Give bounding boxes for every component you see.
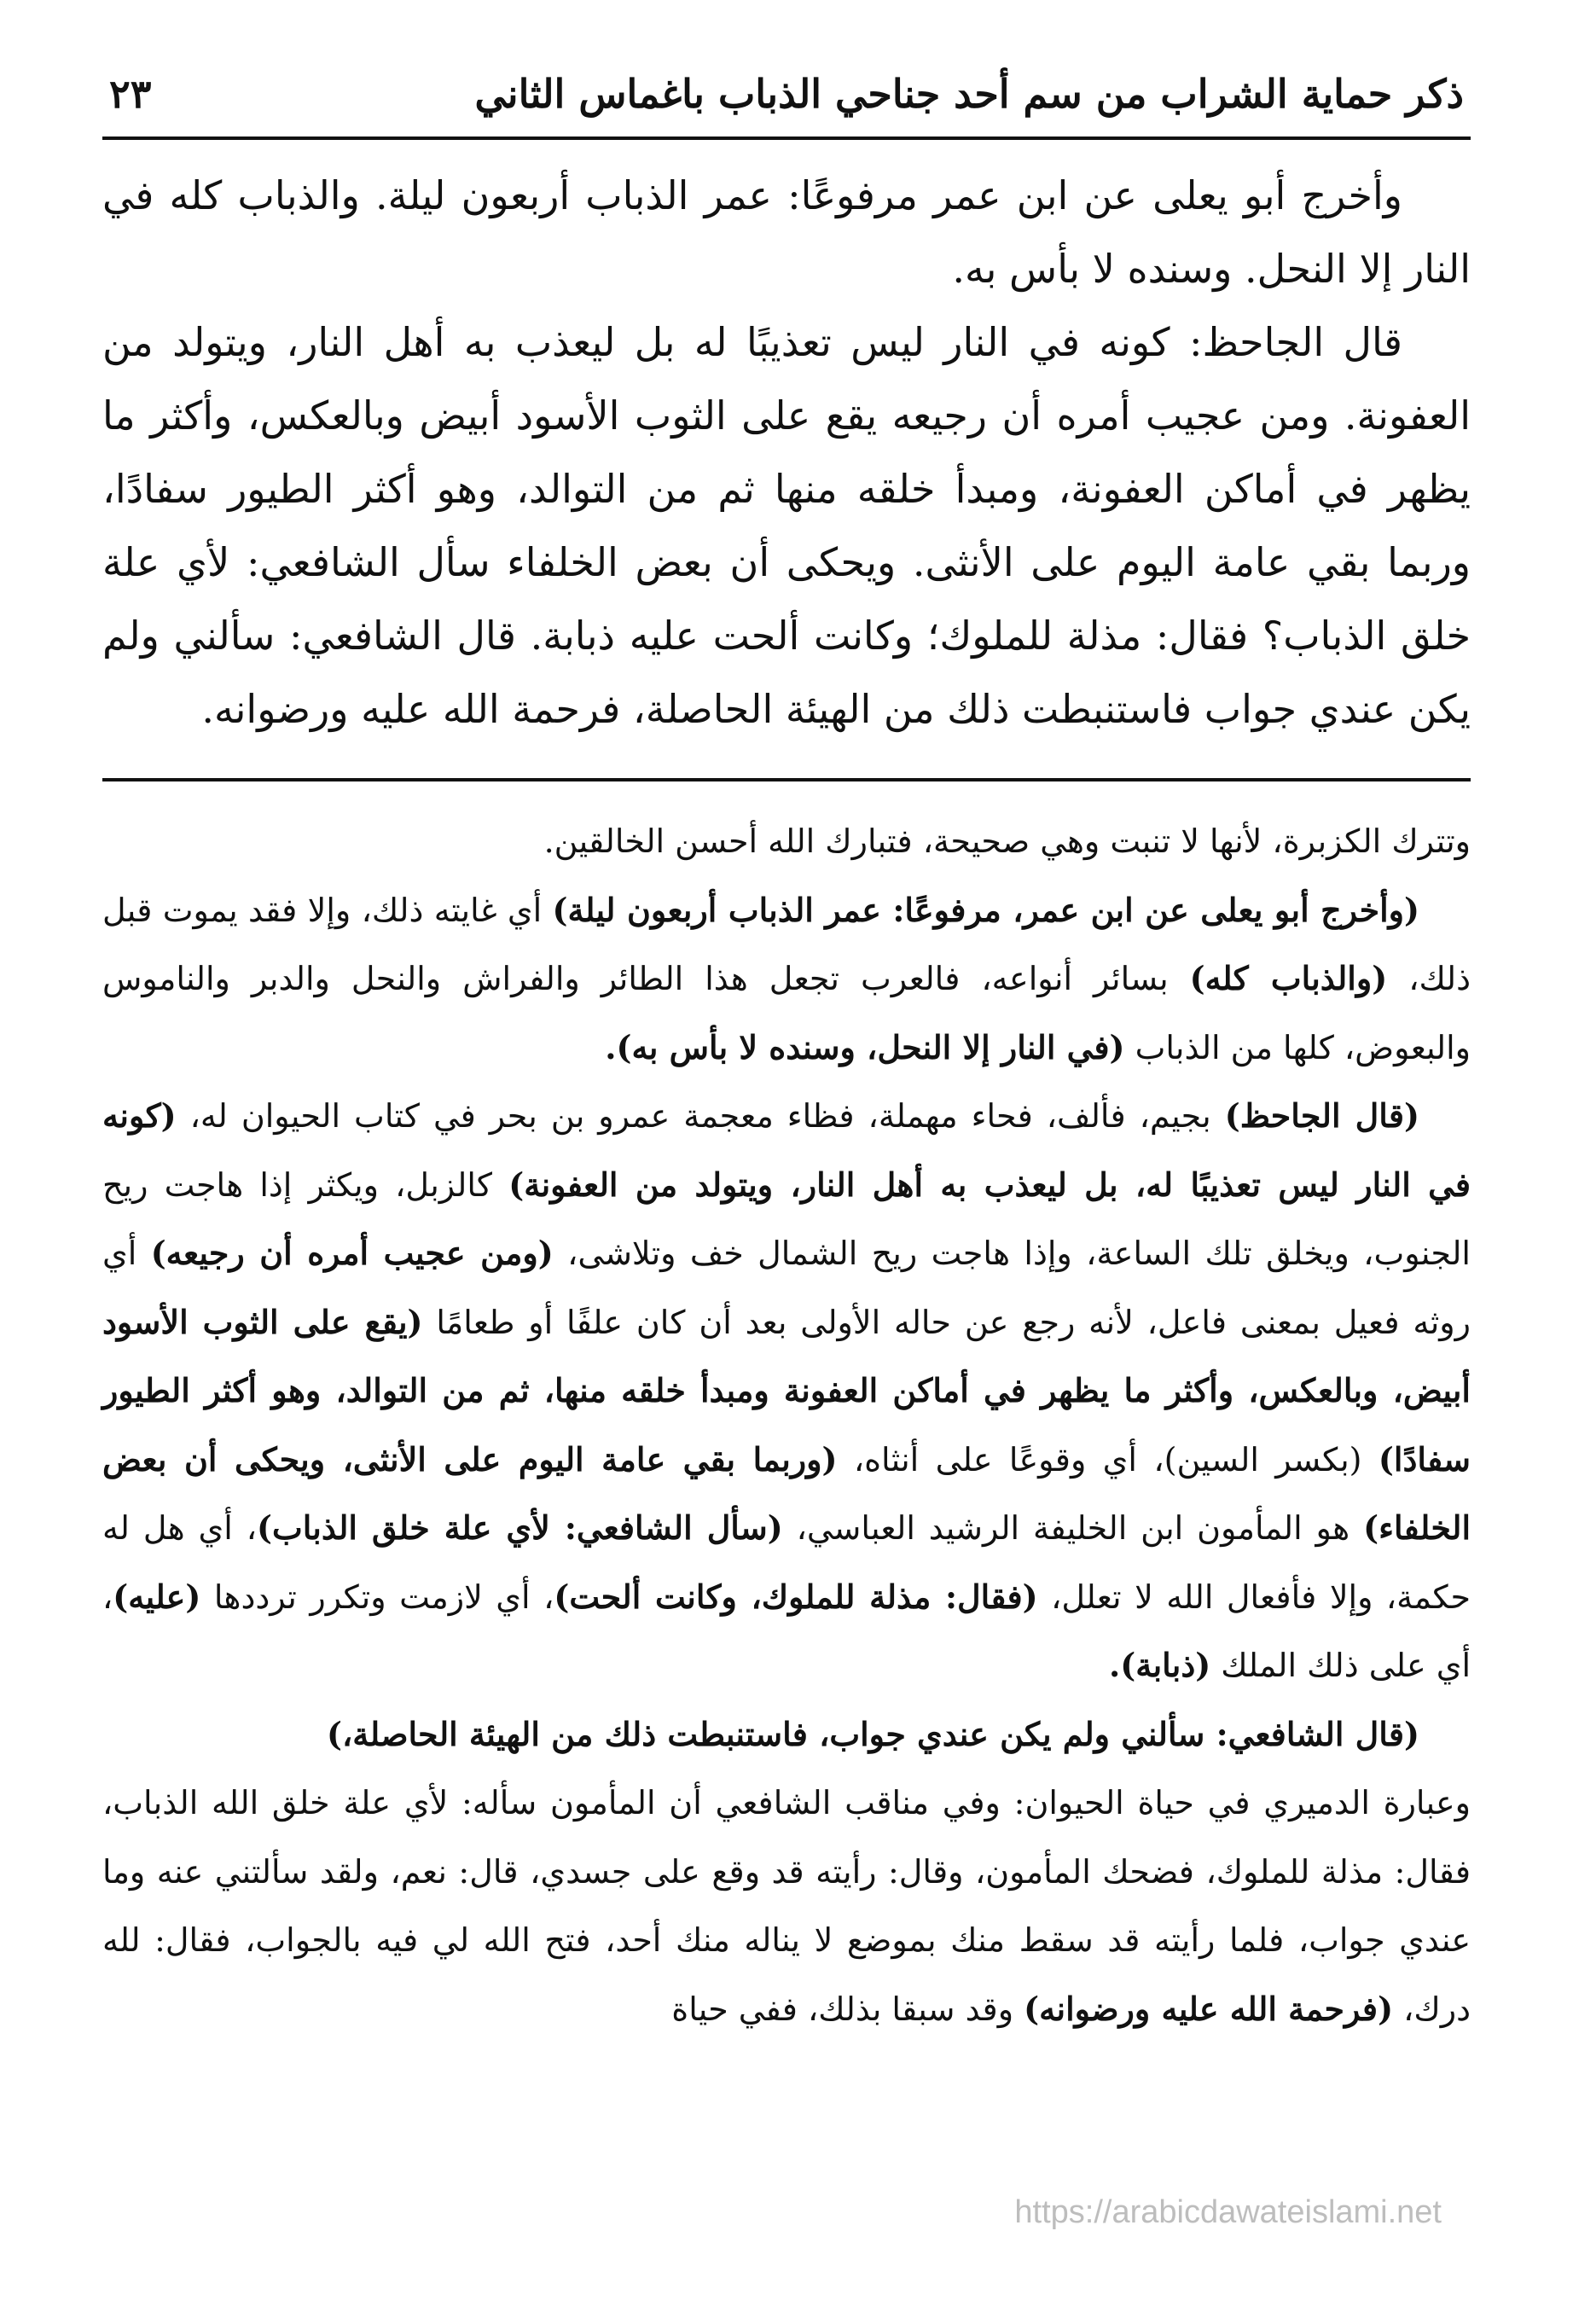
running-header: [102, 60, 1471, 128]
footnote-separator: [102, 778, 1471, 781]
commentary-text: أي روثه فعيل بمعنى فاعل، لأنه رجع عن حاله الأولى بعد أن كان علفًا أو طعامًا: [102, 1235, 1471, 1341]
commentary-text: ، أي على ذلك الملك: [102, 1577, 1471, 1684]
commentary-paragraph-2: [102, 876, 1471, 1083]
quoted-matn: (قال الشافعي: سألني ولم يكن عندي جواب، فاستنبطت ذلك من الهيئة الحاصلة،): [327, 1714, 1419, 1753]
quoted-matn: (فقال: مذلة للملوك، وكانت ألحت): [554, 1577, 1038, 1616]
commentary-text: وقد سبقا بذلك، ففي حياة: [671, 1990, 1024, 2028]
quoted-matn: (والذباب كله): [1189, 959, 1388, 997]
quoted-matn: (يقع على الثوب الأسود أبيض، وبالعكس، وأكثر ما يظهر في أماكن العفونة ومبدأ خلقه منها، ثم من التوالد، وهو أكثر الطيور سفادًا): [102, 1302, 1471, 1479]
commentary-paragraph-5: [102, 1769, 1471, 2043]
page-number: ٢٣: [109, 71, 152, 117]
commentary-paragraph-1: وتترك الكزبرة، لأنها لا تنبت وهي صحيحة، فتبارك الله أحسن الخالقين.: [543, 822, 1471, 860]
commentary: [102, 807, 1471, 2043]
commentary-text: ، أي لازمت وتكرر ترددها: [200, 1577, 554, 1616]
quoted-matn: (في النار إلا النحل، وسنده لا بأس به).: [605, 1027, 1125, 1066]
quoted-matn: (ومن عجيب أمره أن رجيعه): [150, 1234, 554, 1272]
main-paragraph-2: قال الجاحظ: كونه في النار ليس تعذيبًا له بل ليعذب به أهل النار، ويتولد من العفونة. ومن عجيب أمره أن رجيعه يقع على الثوب الأسود أبيض وبالعكس، وأكثر ما يظهر في أماكن العفونة، ومبدأ خلقه منها ثم من التوالد، وهو أكثر الطيور سفادًا، وربما بقي عامة اليوم على الأنثى. ويحكى أن بعض الخلفاء سأل الشافعي: لأي علة خلق الذباب؟ فقال: مذلة للملوك؛ وكانت ألحت عليه ذبابة. قال الشافعي: سألني ولم يكن عندي جواب فاستنبطت ذلك من الهيئة الحاصلة، فرحمة الله عليه ورضوانه.: [102, 319, 1471, 732]
quoted-matn: (فرحمة الله عليه ورضوانه): [1024, 1989, 1394, 2028]
quoted-matn: (كونه في النار ليس تعذيبًا له، بل ليعذب به أهل النار، ويتولد من العفونة): [102, 1096, 1471, 1204]
main-text: [102, 159, 1471, 746]
book-page: [102, 60, 1471, 2043]
commentary-text: أي غايته ذلك، وإلا فقد يموت قبل ذلك،: [102, 891, 1471, 997]
commentary-text: كالزبل، ويكثر إذا هاجت ريح الجنوب، ويخلق تلك الساعة، وإذا هاجت ريح الشمال خف وتلاشى،: [102, 1165, 1471, 1272]
commentary-text: وعبارة الدميري في حياة الحيوان: وفي مناقب الشافعي أن المأمون سأله: لأي علة خلق الله الذباب، فقال: مذلة للملوك، فضحك المأمون، وقال: رأيته قد وقع على جسدي، قال: نعم، ولقد سألتني عنه وما عندي جواب، فلما رأيته قد سقط منك بموضع لا يناله منك أحد، فتح الله لي فيه بالجواب، فقال: لله درك،: [102, 1784, 1471, 2028]
quoted-matn: (وأخرج أبو يعلى عن ابن عمر، مرفوعًا: عمر الذباب أربعون ليلة): [552, 890, 1419, 929]
commentary-text: ، أي هل له حكمة، وإلا فأفعال الله لا تعلل،: [102, 1509, 1471, 1616]
quoted-matn: (ذبابة).: [1109, 1646, 1211, 1684]
header-rule: [102, 137, 1471, 140]
commentary-text: بجيم، فألف، فحاء مهملة، فظاء معجمة عمرو بن بحر في كتاب الحيوان له،: [176, 1097, 1225, 1135]
commentary-paragraph-4: [102, 1700, 1471, 1769]
commentary-text: بسائر أنواعه، فالعرب تجعل هذا الطائر والفراش والنحل والدبر والناموس والبعوض، كلها من الذباب: [102, 960, 1471, 1066]
quoted-matn: (قال الجاحظ): [1224, 1096, 1419, 1135]
commentary-text: (بكسر السين)، أي وقوعًا على أنثاه،: [837, 1440, 1379, 1479]
main-paragraph-1: وأخرج أبو يعلى عن ابن عمر مرفوعًا: عمر الذباب أربعون ليلة. والذباب كله في النار إلا النحل. وسنده لا بأس به.: [102, 172, 1471, 292]
quoted-matn: (عليه): [113, 1577, 201, 1616]
watermark-url: https://arabicdawateislami.net: [1014, 2194, 1442, 2230]
commentary-text: هو المأمون ابن الخليفة الرشيد العباسي،: [782, 1509, 1364, 1547]
quoted-matn: (وربما بقي عامة اليوم على الأنثى، ويحكى أن بعض الخلفاء): [102, 1439, 1471, 1547]
header-title: ذكر حماية الشراب من سم أحد جناحي الذباب باغماس الثاني: [474, 71, 1464, 117]
commentary-paragraph-3: [102, 1082, 1471, 1700]
quoted-matn: (سأل الشافعي: لأي علة خلق الذباب): [256, 1508, 783, 1547]
